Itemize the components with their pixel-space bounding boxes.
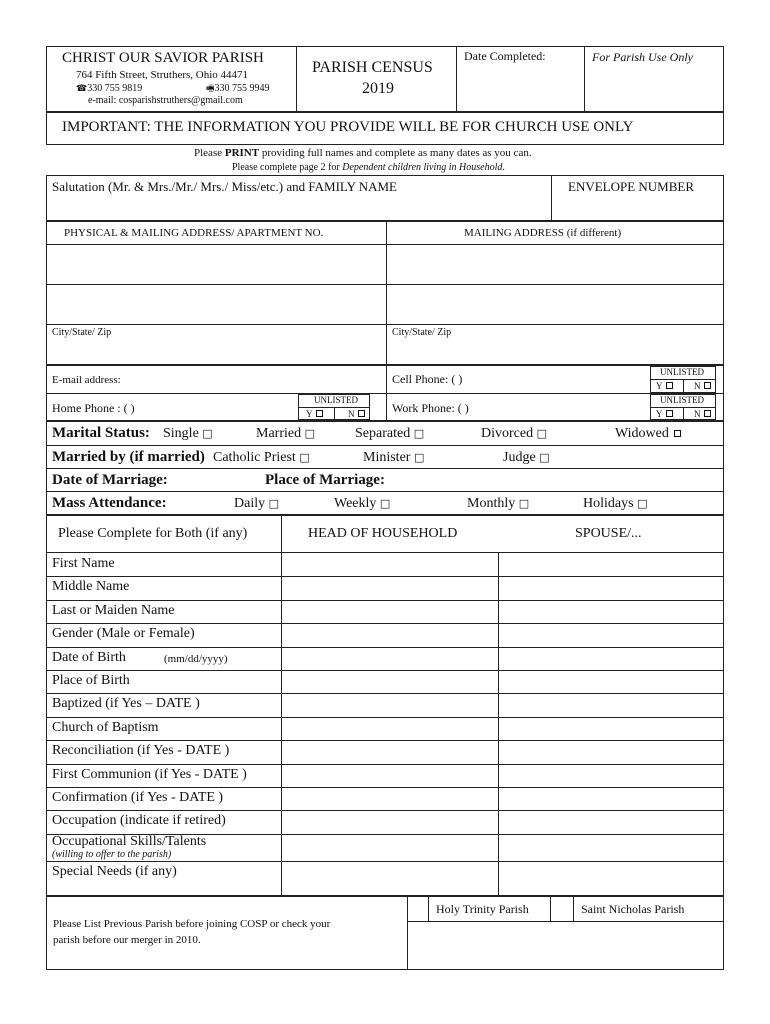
row-label-last-or-maiden-name: Last or Maiden Name: [52, 603, 175, 618]
row-label-middle-name: Middle Name: [52, 579, 130, 594]
physical-city-state-zip-field[interactable]: [48, 340, 384, 364]
spouse-occupational-skills-talents-field[interactable]: [500, 835, 722, 860]
row-label-baptized-if-yes-date: Baptized (if Yes – DATE ): [52, 696, 200, 711]
row-label-reconciliation-if-yes-date: Reconciliation (if Yes - DATE ): [52, 743, 230, 758]
row-label-occupation-indicate-if-retired: Occupation (indicate if retired): [52, 813, 226, 828]
mass-monthly-option[interactable]: Monthly □: [467, 496, 530, 511]
mass-weekly-option[interactable]: Weekly □: [334, 496, 391, 511]
place-of-marriage-field[interactable]: [384, 470, 720, 490]
head-place-of-birth-field[interactable]: [283, 671, 497, 692]
date-completed-label: Date Completed:: [464, 49, 546, 63]
home-unlisted-label: UNLISTED: [314, 395, 358, 405]
work-unlisted-label: UNLISTED: [660, 395, 704, 405]
married-by-priest-option[interactable]: Catholic Priest □: [213, 450, 310, 465]
fax-icon: 🖷: [206, 84, 215, 94]
fax-line: [206, 84, 270, 94]
mailing-city-state-zip-label: City/State/ Zip: [392, 327, 452, 338]
date-of-marriage-field[interactable]: [170, 470, 260, 490]
marital-single-option[interactable]: Single □: [163, 426, 213, 441]
envelope-number-field[interactable]: [556, 196, 720, 218]
dob-format-hint: (mm/dd/yyyy): [164, 653, 228, 665]
spouse-confirmation-if-yes-date-field[interactable]: [500, 788, 722, 809]
spouse-date-of-birth-field[interactable]: [500, 648, 722, 669]
census-title: PARISH CENSUS: [312, 59, 433, 76]
head-gender-male-or-female-field[interactable]: [283, 624, 497, 645]
home-phone-field[interactable]: [170, 396, 296, 420]
mailing-address-label: MAILING ADDRESS (if different): [464, 227, 622, 239]
parish-email: e-mail: cosparishstruthers@gmail.com: [88, 95, 243, 106]
marital-widowed-option[interactable]: Widowed: [615, 427, 681, 441]
married-by-minister-option[interactable]: Minister □: [363, 450, 425, 465]
head-special-needs-if-any-field[interactable]: [283, 862, 497, 883]
physical-address-label: PHYSICAL & MAILING ADDRESS/ APARTMENT NO.: [64, 227, 324, 239]
spouse-middle-name-field[interactable]: [500, 577, 722, 598]
spouse-occupation-indicate-if-retired-field[interactable]: [500, 811, 722, 832]
holy-trinity-checkbox[interactable]: [407, 896, 429, 922]
row-label-church-of-baptism: Church of Baptism: [52, 720, 159, 735]
marital-status-label: Marital Status:: [52, 425, 150, 441]
mailing-address-line2[interactable]: [388, 286, 722, 323]
head-confirmation-if-yes-date-field[interactable]: [283, 788, 497, 809]
mass-attendance-label: Mass Attendance:: [52, 495, 167, 511]
home-unlisted-no[interactable]: N: [348, 410, 365, 419]
parish-address: 764 Fifth Street, Struthers, Ohio 44471: [76, 69, 249, 81]
spouse-gender-male-or-female-field[interactable]: [500, 624, 722, 645]
physical-address-line1[interactable]: [48, 246, 384, 283]
head-reconciliation-if-yes-date-field[interactable]: [283, 741, 497, 762]
work-phone-field[interactable]: [506, 396, 646, 420]
parish-use-label: For Parish Use Only: [592, 50, 693, 64]
date-of-marriage-label: Date of Marriage:: [52, 472, 168, 488]
head-middle-name-field[interactable]: [283, 577, 497, 598]
skills-note: (willing to offer to the parish): [52, 849, 172, 860]
row-label-first-name: First Name: [52, 556, 115, 571]
head-of-household-header: HEAD OF HOUSEHOLD: [308, 526, 458, 541]
head-first-name-field[interactable]: [283, 554, 497, 575]
census-year: 2019: [362, 80, 394, 97]
saint-nicholas-label: Saint Nicholas Parish: [581, 902, 685, 916]
spouse-last-or-maiden-name-field[interactable]: [500, 601, 722, 622]
head-baptized-if-yes-date-field[interactable]: [283, 694, 497, 715]
cell-unlisted-label: UNLISTED: [660, 367, 704, 377]
work-unlisted-no[interactable]: N: [694, 410, 711, 419]
marital-separated-option[interactable]: Separated □: [355, 426, 425, 441]
row-label-place-of-birth: Place of Birth: [52, 673, 130, 688]
cell-unlisted-no[interactable]: N: [694, 382, 711, 391]
mass-holidays-option[interactable]: Holidays □: [583, 496, 648, 511]
members-header-label: Please Complete for Both (if any): [58, 526, 248, 541]
salutation-label: Salutation (Mr. & Mrs./Mr./ Mrs./ Miss/etc.) and FAMILY NAME: [52, 179, 397, 194]
spouse-first-name-field[interactable]: [500, 554, 722, 575]
head-occupational-skills-talents-field[interactable]: [283, 835, 497, 860]
email-label: E-mail address:: [52, 374, 121, 386]
row-label-special-needs-if-any: Special Needs (if any): [52, 864, 177, 879]
saint-nicholas-checkbox[interactable]: [550, 896, 574, 922]
page2-instructions: Please complete page 2 for Dependent children living in Household.: [232, 162, 505, 173]
email-field[interactable]: [140, 368, 384, 392]
mass-daily-option[interactable]: Daily □: [234, 496, 280, 511]
parish-fax: 330 755 9949: [214, 83, 270, 94]
home-phone-label: Home Phone : ( ): [52, 401, 135, 415]
previous-parish-field[interactable]: [410, 924, 722, 968]
place-of-marriage-label: Place of Marriage:: [265, 472, 385, 488]
spouse-first-communion-if-yes-date-field[interactable]: [500, 765, 722, 786]
family-name-field[interactable]: [50, 196, 546, 218]
physical-city-state-zip-label: City/State/ Zip: [52, 327, 112, 338]
phone-icon: ☎: [76, 84, 88, 94]
work-unlisted-yes[interactable]: Y: [656, 410, 673, 419]
married-by-judge-option[interactable]: Judge □: [503, 450, 550, 465]
row-label-confirmation-if-yes-date: Confirmation (if Yes - DATE ): [52, 790, 224, 805]
mailing-city-state-zip-field[interactable]: [388, 340, 722, 364]
married-by-label: Married by (if married): [52, 449, 205, 465]
home-unlisted-yes[interactable]: Y: [306, 410, 323, 419]
parish-phone: 330 755 9819: [87, 83, 143, 94]
row-label-first-communion-if-yes-date: First Communion (if Yes - DATE ): [52, 767, 247, 782]
important-notice: IMPORTANT: THE INFORMATION YOU PROVIDE WILL BE FOR CHURCH USE ONLY: [62, 119, 634, 135]
marital-married-option[interactable]: Married □: [256, 426, 315, 441]
previous-parish-label-line2: parish before our merger in 2010.: [53, 934, 201, 946]
phone-line: [76, 84, 142, 94]
physical-address-line2[interactable]: [48, 286, 384, 323]
head-last-or-maiden-name-field[interactable]: [283, 601, 497, 622]
head-date-of-birth-field[interactable]: [283, 648, 497, 669]
cell-phone-label: Cell Phone: ( ): [392, 372, 463, 386]
spouse-header: SPOUSE/...: [575, 526, 642, 541]
spouse-reconciliation-if-yes-date-field[interactable]: [500, 741, 722, 762]
cell-unlisted-yes[interactable]: Y: [656, 382, 673, 391]
print-instructions: Please PRINT providing full names and complete as many dates as you can.: [194, 147, 532, 159]
previous-parish-label-line1: Please List Previous Parish before joining COSP or check your: [53, 918, 331, 930]
spouse-special-needs-if-any-field[interactable]: [500, 862, 722, 883]
date-completed-field[interactable]: [460, 68, 580, 108]
holy-trinity-label: Holy Trinity Parish: [436, 902, 529, 916]
work-phone-label: Work Phone: ( ): [392, 401, 469, 415]
marital-divorced-option[interactable]: Divorced □: [481, 426, 547, 441]
spouse-baptized-if-yes-date-field[interactable]: [500, 694, 722, 715]
head-occupation-indicate-if-retired-field[interactable]: [283, 811, 497, 832]
row-label-gender-male-or-female: Gender (Male or Female): [52, 626, 195, 641]
cell-phone-field[interactable]: [500, 368, 646, 392]
spouse-church-of-baptism-field[interactable]: [500, 718, 722, 739]
head-first-communion-if-yes-date-field[interactable]: [283, 765, 497, 786]
envelope-number-label: ENVELOPE NUMBER: [568, 179, 695, 194]
head-church-of-baptism-field[interactable]: [283, 718, 497, 739]
parish-name: CHRIST OUR SAVIOR PARISH: [62, 50, 264, 66]
row-label-occupational-skills-talents: Occupational Skills/Talents: [52, 834, 207, 849]
row-label-date-of-birth: Date of Birth: [52, 650, 126, 665]
mailing-address-line1[interactable]: [388, 246, 722, 283]
spouse-place-of-birth-field[interactable]: [500, 671, 722, 692]
